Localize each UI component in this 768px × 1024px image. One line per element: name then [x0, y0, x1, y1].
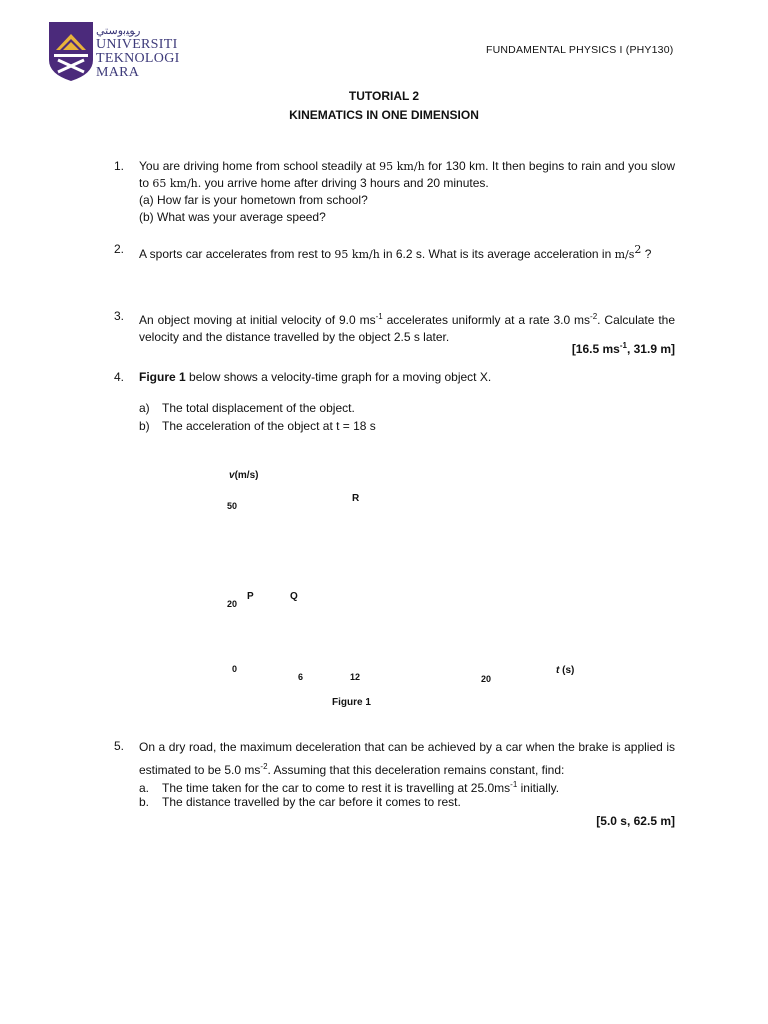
q4-subq-b-text: The acceleration of the object at t = 18 s [162, 419, 376, 433]
graph-y-axis-var: v [229, 470, 235, 481]
graph-point-p: P [247, 591, 254, 602]
graph-point-r: R [352, 493, 360, 504]
q5-text [139, 738, 675, 780]
q3-exp-2: -2 [590, 312, 598, 321]
graph-x-tick-6: 6 [298, 672, 304, 682]
q3-part-2: accelerates uniformly at a rate 3.0 ms [386, 313, 591, 327]
logo-line-3: MARA [96, 65, 140, 80]
graph-x-axis-label [556, 665, 574, 676]
q2-math-speed: 95 km/h [334, 248, 380, 261]
q1-part-c: you arrive home after driving 3 hours and 20 minutes. [204, 176, 489, 190]
q2-part-2: in 6.2 s. What is its average acceleration in [383, 247, 612, 261]
q2-part-1: A sports car accelerates from rest to [139, 247, 332, 261]
q1-subq-b: (b) What was your average speed? [139, 210, 326, 224]
q5-number: 5. [114, 739, 125, 753]
q2-math-unit: m/s [614, 248, 635, 261]
q4-number: 4. [114, 370, 125, 384]
q4-text [139, 369, 675, 386]
graph-x-tick-12: 12 [350, 672, 361, 682]
graph-y-tick-50: 50 [227, 501, 238, 511]
q5-part-1: On a dry road, the maximum deceleration that can be achieved by a car when the brake is applied is estimated to be 5.0 ms [139, 740, 675, 777]
q3-part-3: . Calculate the velocity and the distance travelled by the object 2.5 s later. [139, 313, 675, 344]
q5-subq-b [139, 794, 461, 811]
q4-subq-a-label: a) [139, 401, 150, 415]
course-header: FUNDAMENTAL PHYSICS I (PHY130) [486, 44, 674, 56]
q3-answer-b: , 31.9 m] [626, 342, 675, 356]
q1-number: 1. [114, 159, 125, 173]
q5-subq-a-text-2: initially. [520, 781, 560, 795]
q3-exp-1: -1 [375, 312, 383, 321]
q4-subq-b-label: b) [139, 419, 150, 433]
q5-subq-a-exp: -1 [510, 780, 518, 789]
tutorial-subtitle: KINEMATICS IN ONE DIMENSION [289, 108, 479, 122]
q1-math-speed-2: 65 km/h. [152, 177, 202, 190]
q4-subq-b [139, 418, 376, 435]
q2-math-exp: 2 [634, 243, 642, 256]
q5-part-2: . Assuming that this deceleration remains constant, find: [267, 763, 565, 777]
q2-number: 2. [114, 242, 125, 256]
q1-math-speed-1: 95 km/h [379, 160, 425, 173]
logo-line-2: TEKNOLOGI [96, 51, 180, 66]
q1-part-a: You are driving home from school steadily at [139, 159, 376, 173]
q2-part-3: ? [644, 247, 652, 261]
q4-subq-a [139, 400, 355, 417]
q5-answer: [5.0 s, 62.5 m] [596, 814, 675, 828]
graph-point-q: Q [290, 591, 298, 602]
logo-jawi-text: ﺭﻮﻴﺑﻭﺳﺘﻲ [96, 25, 141, 37]
graph-x-tick-20: 20 [481, 674, 492, 684]
graph-y-axis-label [229, 470, 258, 481]
logo-line-1: UNIVERSITI [96, 37, 178, 52]
figure-caption: Figure 1 [332, 697, 371, 708]
graph-y-axis-unit: (m/s) [234, 470, 259, 481]
q3-number: 3. [114, 309, 125, 323]
q3-answer-exp: -1 [619, 341, 627, 350]
tutorial-title: TUTORIAL 2 [348, 89, 420, 103]
q5-subq-a-text-1: The time taken for the car to come to rest it is travelling at 25.0ms [162, 781, 511, 795]
graph-x-axis-var: t [556, 665, 560, 676]
q5-subq-a-label: a. [139, 781, 150, 795]
q3-part-1: An object moving at initial velocity of 9.0 ms [139, 313, 376, 327]
q1-text [139, 158, 675, 226]
q4-subq-a-text: The total displacement of the object. [162, 401, 355, 415]
q4-part-1: below shows a velocity-time graph for a moving object X. [189, 370, 492, 384]
graph-y-tick-20: 20 [227, 599, 238, 609]
university-crest-icon [46, 20, 96, 82]
q3-answer-a: [16.5 ms [571, 342, 620, 356]
q5-exp-1: -2 [260, 762, 268, 771]
q4-figure-ref: Figure 1 [139, 370, 186, 384]
q5-subq-b-text: The distance travelled by the car before it comes to rest. [162, 795, 461, 809]
q3-answer [572, 341, 675, 356]
graph-x-axis-unit: (s) [562, 665, 575, 676]
q1-part-b: for 130 km. It then begins to rain and you slow to [139, 159, 676, 190]
q2-text [139, 241, 675, 263]
q1-subq-a: (a) How far is your hometown from school? [139, 193, 368, 207]
graph-origin: 0 [232, 664, 238, 674]
q5-subq-b-label: b. [139, 795, 150, 809]
logo-wordmark [96, 24, 180, 80]
